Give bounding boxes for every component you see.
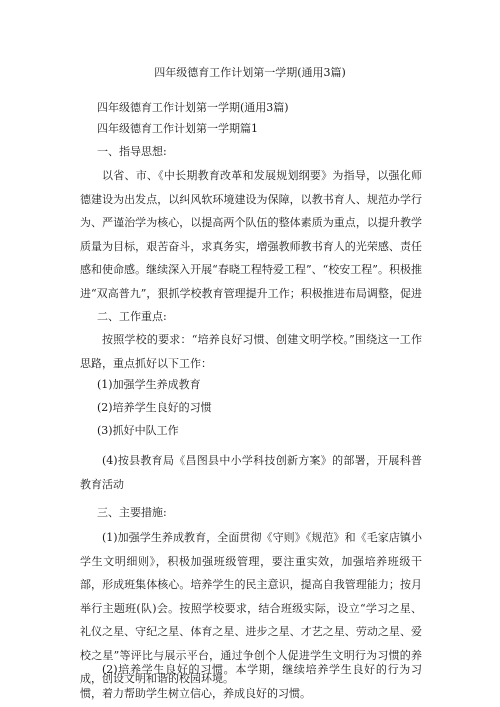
paragraph-work-focus: 按照学校的要求：“培养良好习惯、创建文明学校。”围绕这一工作思路，重点抓好以下工作： [80,333,422,370]
paragraph-guiding-ideology: 以省、市、《中长期教育改革和发展规划纲要》为指导，以强化师德建设为出发点，以纠风软环境建设为保障，以教书育人、规范办学行为、严谨治学为核心，以提高两个队伍的整体素质为重点，以提升教学质量为目标，艰苦奋斗，求真务实，增强教师教书育人的光荣感、责任感和使命感。继续深入开展“春晓工程特爱工程”、“校安工程”。积极推进“双高普九”，狠抓学校教育管理提升工作；积极推进布局调整，促进 [80,169,422,300]
list-item-focus-4: (4)按县教育局《昌图县中小学科技创新方案》的部署，开展科普教育活动 [80,454,422,491]
article-title: 四年级德育工作计划第一学期篇1 [97,122,258,135]
list-item-focus-3: (3)抓好中队工作 [97,424,179,437]
list-item-focus-1: (1)加强学生养成教育 [97,378,201,391]
section-heading-guiding-ideology: 一、指导思想: [97,145,167,158]
section-heading-work-focus: 二、工作重点: [97,310,167,323]
document-title: 四年级德育工作计划第一学期(通用3篇) [154,66,346,79]
section-heading-main-measures: 三、主要措施: [97,506,167,519]
document-subtitle: 四年级德育工作计划第一学期(通用3篇) [97,101,289,114]
paragraph-measure-2: (2)培养学生良好的习惯。本学期，继续培养学生良好的行为习惯，着力帮助学生树立信心，养成良好的习惯。 [80,663,422,700]
list-item-focus-2: (2)培养学生良好的习惯 [97,401,212,414]
paragraph-measure-1: (1)加强学生养成教育，全面贯彻《守则》《规范》和《毛家店镇小学生文明细则》，积极加强班级管理，要注重实效，加强培养班级干部，形成班集体核心。培养学生的民主意识，提高自我管理能力；按月举行主题班(队)会。按照学校要求，结合班级实际，设立“学习之星、礼仪之星、守纪之星、体育之星、进步之星、才艺之星、劳动之星、爱校之星”等评比与展示平台，通过争创个人促进学生文明行为习惯的养成，创设文明和谐的校园环境。 [80,531,422,685]
